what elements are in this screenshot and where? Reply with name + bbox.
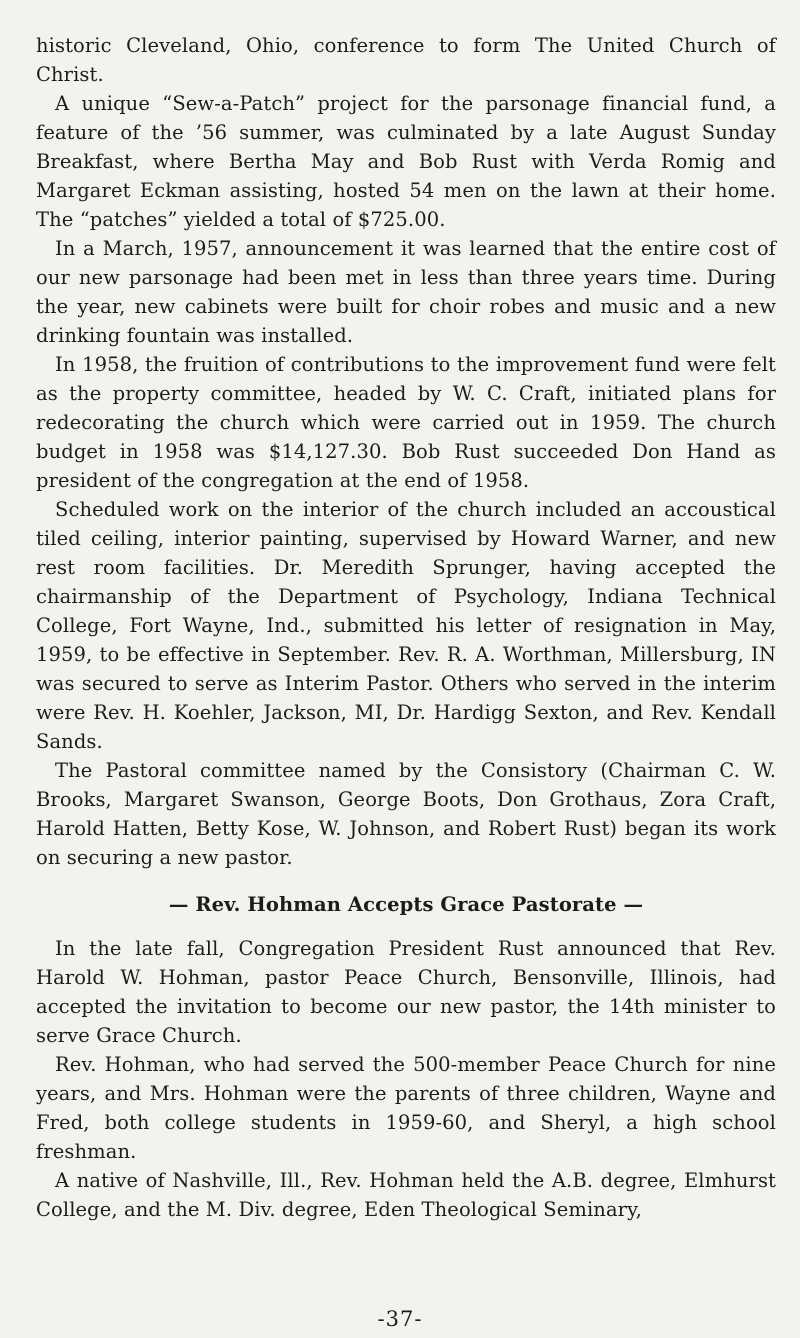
paragraph-interior-work: Scheduled work on the interior of the church included an accoustical tiled ceiling, interior painting, supervised by Howard Warner, and new rest room facilities. Dr. Meredith Sprunger, having accepted the chairmanship of the Department of Psychology, Indiana Technical College, Fort Wayne, Ind., submitted his letter of resignation in May, 1959, to be effective in September. Rev. R. A. Worthman, Millersburg, IN was secured to serve as Interim Pastor. Others who served in the interim were Rev. H. Koehler, Jackson, MI, Dr. Hardigg Sexton, and Rev. Kendall Sands. [36, 498, 776, 753]
section-heading: — Rev. Hohman Accepts Grace Pastorate — [168, 893, 644, 916]
paragraph-hohman-family: Rev. Hohman, who had served the 500-member Peace Church for nine years, and Mrs. Hohman were the parents of three children, Wayne and Fred, both college students in 1959-60, and Sheryl, a high school freshman. [36, 1053, 776, 1163]
paragraph-announcement: In the late fall, Congregation President Rust announced that Rev. Harold W. Hohman, pastor Peace Church, Bensonville, Illinois, had accepted the invitation to become our new pastor, the 14th minister to serve Grace Church. [36, 937, 776, 1047]
paragraph-parsonage-cost: In a March, 1957, announcement it was learned that the entire cost of our new parsonage had been met in less than three years time. During the year, new cabinets were built for choir robes and music and a new drinking fountain was installed. [36, 237, 776, 347]
paragraph-improvement-fund: In 1958, the fruition of contributions to the improvement fund were felt as the property committee, headed by W. C. Craft, initiated plans for redecorating the church which were carried out in 1959. The church budget in 1958 was $14,127.30. Bob Rust succeeded Don Hand as president of the congregation at the end of 1958. [36, 353, 776, 492]
body-text [36, 31, 776, 1224]
page-number: -37- [377, 1307, 423, 1331]
paragraph-sew-a-patch: A unique “Sew-a-Patch” project for the parsonage financial fund, a feature of the ’56 summer, was culminated by a late August Sunday Breakfast, where Bertha May and Bob Rust with Verda Romig and Margaret Eckman assisting, hosted 54 men on the lawn at their home. The “patches” yielded a total of $725.00. [36, 92, 776, 231]
paragraph-hohman-education: A native of Nashville, Ill., Rev. Hohman held the A.B. degree, Elmhurst College, and the M. Div. degree, Eden Theological Seminary, [36, 1169, 776, 1221]
paragraph-continuation: historic Cleveland, Ohio, conference to form The United Church of Christ. [36, 34, 776, 86]
paragraph-pastoral-committee: The Pastoral committee named by the Consistory (Chairman C. W. Brooks, Margaret Swanson, George Boots, Don Grothaus, Zora Craft, Harold Hatten, Betty Kose, W. Johnson, and Robert Rust) began its work on securing a new pastor. [36, 759, 776, 869]
